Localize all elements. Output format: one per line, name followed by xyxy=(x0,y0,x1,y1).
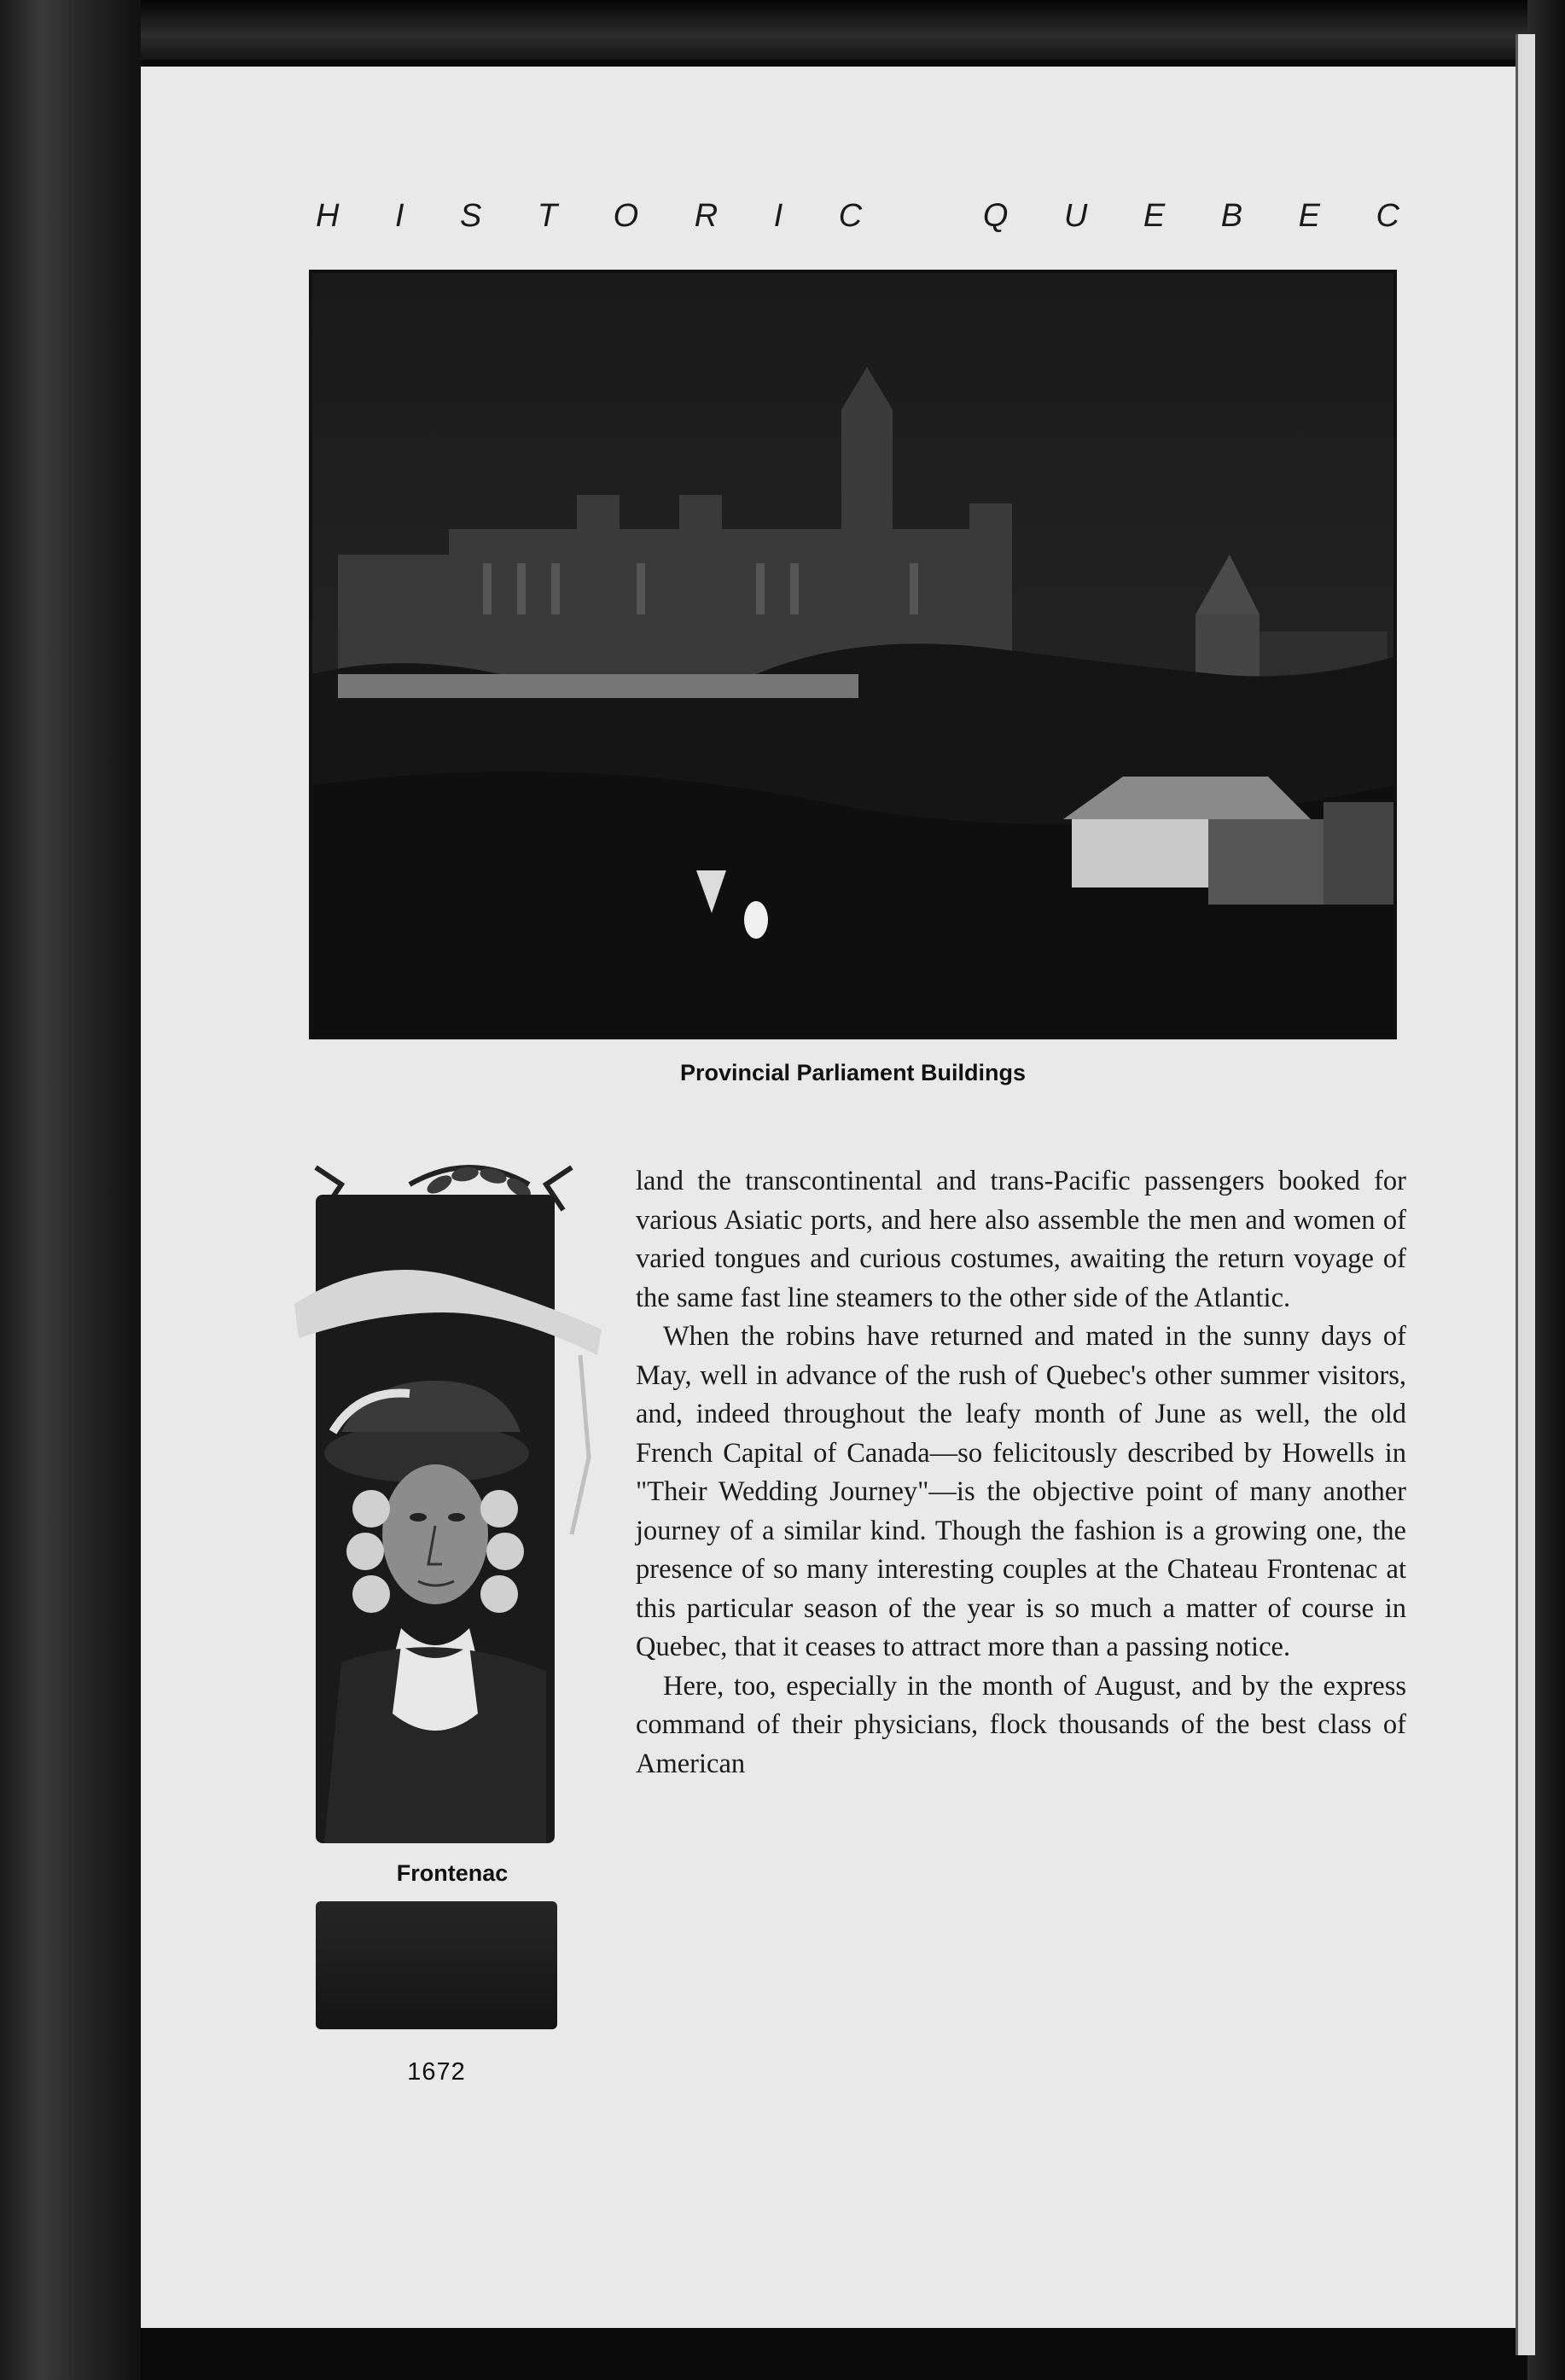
photo-caption: Provincial Parliament Buildings xyxy=(679,1060,1027,1085)
frontenac-portrait-illustration xyxy=(290,1150,606,1852)
microfilm-top-border xyxy=(0,0,1565,60)
plate-year: 1672 xyxy=(407,2058,466,2086)
dark-plate xyxy=(316,1901,557,2029)
portrait-caption: Frontenac xyxy=(396,1860,509,1886)
running-head-letter: T xyxy=(537,198,558,234)
running-head-letter: C xyxy=(838,198,863,234)
paragraph: When the robins have returned and mated in the sunny days of May, well in advance of the rush of Quebec's other summer visitors, and, indeed throughout the leafy month of June as well, the old French Capital of Canada—so felicitously described by Howells in "Their Wedding Journey"—is the objective point of many another journey of a similar kind. Though the fashion is a growing one, the presence of so many interesting couples at the Chateau Frontenac at this particular season of the year is so much a matter of course in Quebec, that it ceases to attract more than a passing notice. xyxy=(636,1321,1406,1662)
running-head-space xyxy=(918,198,928,235)
running-head xyxy=(316,198,1399,235)
paragraph: land the transcontinental and trans-Pacific passengers booked for various Asiatic ports, and here also assemble the men and women of varied tongues and curious costumes, awaiting the return voyage of the same fast line steamers to the other side of the Atlantic. xyxy=(636,1166,1406,1313)
running-head-letter: R xyxy=(694,198,719,234)
running-head-letter: S xyxy=(460,198,482,234)
frontenac-portrait xyxy=(290,1150,606,1852)
microfilm-left-border xyxy=(0,0,141,2380)
running-head-letter: U xyxy=(1063,198,1088,234)
running-head-letter: O xyxy=(613,198,639,234)
parliament-photo xyxy=(309,270,1397,1039)
body-text xyxy=(636,1162,1406,1784)
running-head-letter: E xyxy=(1298,198,1320,234)
running-head-letter: H xyxy=(316,198,340,234)
running-head-letter: C xyxy=(1376,198,1399,234)
running-head-letter: B xyxy=(1220,198,1243,234)
parliament-photo-illustration xyxy=(312,273,1393,1036)
facing-page-edge xyxy=(1516,34,1535,2355)
running-head-letter: Q xyxy=(982,198,1009,234)
paragraph: Here, too, especially in the month of August, and by the express command of their physicians, flock thousands of the best class of American xyxy=(636,1670,1406,1779)
running-head-letter: I xyxy=(773,198,783,234)
running-head-letter: E xyxy=(1143,198,1166,234)
running-head-letter: I xyxy=(394,198,404,234)
